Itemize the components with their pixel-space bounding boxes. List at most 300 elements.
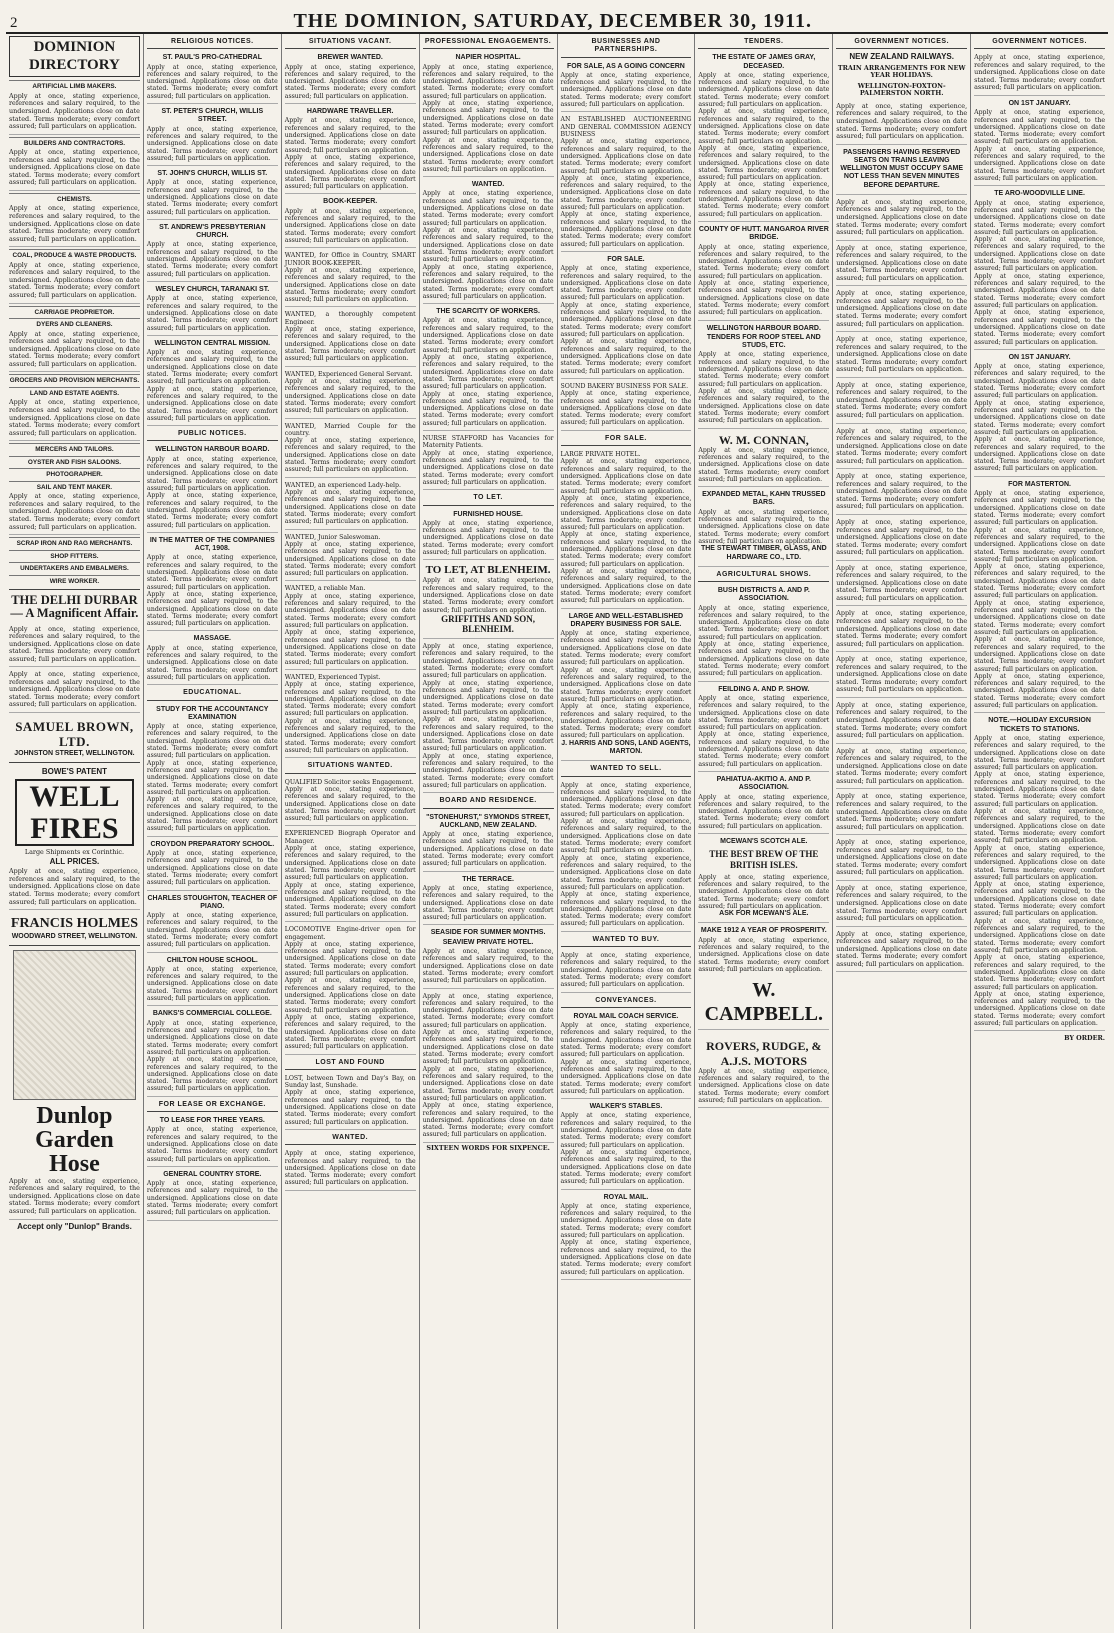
- timetable-text: Apply at once, stating experience, references and salary required, to the undersigned. Applications close on date stated. Terms moderate; every comfort assured; full particulars on application.: [836, 746, 967, 790]
- directory-category: MERCERS AND TAILORS.: [9, 443, 140, 454]
- board-residence-heading: BOARD AND RESIDENCE.: [423, 795, 554, 808]
- ad-text: Apply at once, stating experience, references and salary required, to the undersigned. Applications close on date stated. Terms moderate; every comfort assured; full particulars on application.: [560, 1058, 692, 1095]
- ad-text: Apply at once, stating experience, references and salary required, to the undersigned. Applications close on date stated. Terms moderate; every comfort assured; full particulars on application.: [698, 641, 830, 678]
- ad-text: Apply at once, stating experience, references and salary required, to the undersigned. Applications close on date stated. Terms moderate; every comfort assured; full particulars on application.: [284, 1013, 416, 1051]
- timetable-text: Apply at once, stating experience, references and salary required, to the undersigned. Applications close on date stated. Terms moderate; every comfort assured; full particulars on application.: [836, 288, 967, 332]
- notice-text: Apply at once, stating experience, references and salary required, to the undersigned. Applications close on date stated. Terms moderate; every comfort assured; full particulars on application.: [146, 644, 278, 681]
- ad-title: EXPANDED METAL, KAHN TRUSSED BARS.: [702, 491, 826, 507]
- board-ad: [423, 927, 554, 988]
- ad-text: Apply at once, stating experience, references and salary required, to the undersigned. Applications close on date stated. Terms moderate; every comfort assured; full particulars on application.: [284, 117, 416, 154]
- section-text: Apply at once, stating experience, references and salary required, to the undersigned. Applications close on date stated. Terms moderate; every comfort assured; full particulars on application.: [974, 672, 1105, 710]
- ad-text: Apply at once, stating experience, references and salary required, to the undersigned. Applications close on date stated. Terms moderate; every comfort assured; full particulars on application.: [560, 174, 692, 212]
- garden-hose-illustration: [13, 950, 136, 1100]
- ad-text: Apply at once, stating experience, references and salary required, to the undersigned. Applications close on date stated. Terms moderate; every comfort assured; full particulars on application.: [560, 854, 692, 891]
- timetable-text: Apply at once, stating experience, references and salary required, to the undersigned. Applications close on date stated. Terms moderate; every comfort assured; full particulars on application.: [836, 197, 967, 241]
- notice-text: Apply at once, stating experience, references and salary required, to the undersigned. Applications close on date stated. Terms moderate; every comfort assured; full particulars on application.: [146, 723, 278, 760]
- ad-title: THE ESTATE OF JAMES GRAY, DECEASED.: [712, 54, 816, 70]
- railways-title: NEW ZEALAND RAILWAYS.: [849, 52, 954, 62]
- section-text: Apply at once, stating experience, references and salary required, to the undersigned. Applications close on date stated. Terms moderate; every comfort assured; full particulars on application.: [974, 990, 1105, 1028]
- timetable-text: Apply at once, stating experience, references and salary required, to the undersigned. Applications close on date stated. Terms moderate; every comfort assured; full particulars on application.: [836, 517, 967, 561]
- column-religious-public: [144, 34, 282, 1629]
- divider: [9, 589, 140, 590]
- situation-ad: [285, 583, 416, 669]
- train-arrangements-title: TRAIN ARRANGEMENTS FOR NEW YEAR HOLIDAYS.: [837, 63, 966, 80]
- ad-signature: J. HARRIS AND SONS, LAND AGENTS, MARTON.: [561, 739, 691, 755]
- directory-category: PHOTOGRAPHER.: [9, 468, 140, 479]
- church-notice: [147, 106, 278, 166]
- wanted-ad: [285, 924, 416, 1054]
- situation-ad: [285, 421, 416, 478]
- conveyances-heading: CONVEYANCES.: [561, 995, 692, 1008]
- section-text: Apply at once, stating experience, references and salary required, to the undersigned. Applications close on date stated. Terms moderate; every comfort assured; full particulars on application.: [974, 526, 1105, 563]
- ad-text: Apply at once, stating experience, references and salary required, to the undersigned. Applications close on date stated. Terms moderate; every comfort assured; full particulars on application.: [698, 280, 830, 317]
- directory-category: OYSTER AND FISH SALOONS.: [9, 456, 140, 467]
- directory-category: LAND AND ESTATE AGENTS.: [9, 387, 140, 398]
- notice-text: Apply at once, stating experience, references and salary required, to the undersigned. Applications close on date stated. Terms moderate; every comfort assured; full particulars on application.: [146, 912, 278, 949]
- notice-text: Apply at once, stating experience, references and salary required, to the undersigned. Applications close on date stated. Terms moderate; every comfort assured; full particulars on application.: [146, 385, 278, 422]
- ad-title: THE SCARCITY OF WORKERS.: [436, 308, 540, 316]
- business-ad: [561, 254, 692, 379]
- timetable-text: Apply at once, stating experience, references and salary required, to the undersigned. Applications close on date stated. Terms moderate; every comfort assured; full particulars on application.: [836, 883, 967, 927]
- metal-ad: [698, 489, 829, 567]
- directory-title: DOMINION DIRECTORY: [9, 36, 140, 77]
- ad-text: Apply at once, stating experience, references and salary required, to the undersigned. Applications close on date stated. Terms moderate; every comfort assured; full particulars on application.: [698, 508, 830, 545]
- ad-text: Apply at once, stating experience, references and salary required, to the undersigned. Applications close on date stated. Terms moderate; every comfort assured; full particulars on application.: [422, 577, 554, 614]
- ad-text: Apply at once, stating experience, references and salary required, to the undersigned. Applications close on date stated. Terms moderate; every comfort assured; full particulars on application.: [560, 531, 692, 568]
- professional-ad: [423, 433, 554, 490]
- timetable-text: Apply at once, stating experience, references and salary required, to the undersigned. Applications close on date stated. Terms moderate; every comfort assured; full particulars on application.: [836, 608, 967, 652]
- directory-category: SAIL AND TENT MAKER.: [9, 481, 140, 492]
- show-ad: [698, 774, 829, 834]
- edu-notice: [147, 955, 278, 1007]
- connan-name: W. M. CONNAN,: [718, 432, 809, 447]
- situation-ad: [285, 672, 416, 758]
- column-businesses: [558, 34, 696, 1629]
- ad-text: Apply at once, stating experience, references and salary required, to the undersigned. Applications close on date stated. Terms moderate; every comfort assured; full particulars on application.: [284, 540, 416, 578]
- ad-text: Apply at once, stating experience, references and salary required, to the undersigned. Applications close on date stated. Terms moderate; every comfort assured; full particulars on application.: [560, 458, 692, 495]
- lease-notice: [147, 1169, 278, 1221]
- sell-ad: [561, 780, 692, 932]
- divider: [9, 762, 140, 763]
- professional-ad: [423, 179, 554, 304]
- ad-text: Apply at once, stating experience, references and salary required, to the undersigned. Applications close on date stated. Terms moderate; every comfort assured; full particulars on application.: [422, 679, 554, 716]
- wanted-ad: [285, 828, 416, 922]
- ad-text: Apply at once, stating experience, references and salary required, to the undersigned. Applications close on date stated. Terms moderate; every comfort assured; full particulars on application.: [284, 592, 416, 629]
- section-title: NOTE.—HOLIDAY EXCURSION TICKETS TO STATIONS.: [988, 717, 1091, 733]
- ad-text: Apply at once, stating experience, references and salary required, to the undersigned. Applications close on date stated. Terms moderate; every comfort assured; full particulars on application.: [284, 940, 416, 978]
- ad-text: Apply at once, stating experience, references and salary required, to the undersigned. Applications close on date stated. Terms moderate; every comfort assured; full particulars on application.: [698, 873, 830, 910]
- notice-text: Apply at once, stating experience, references and salary required, to the undersigned. Applications close on date stated. Terms moderate; every comfort assured; full particulars on application.: [146, 965, 278, 1003]
- notice-text: Apply at once, stating experience, references and salary required, to the undersigned. Applications close on date stated. Terms moderate; every comfort assured; full particulars on application.: [146, 349, 278, 386]
- church-notice: [147, 222, 278, 282]
- shipments-note: Large Shipments ex Corinthic.: [24, 848, 125, 857]
- directory-category: COAL, PRODUCE & WASTE PRODUCTS.: [9, 249, 140, 260]
- mcewan-ad: [698, 836, 829, 923]
- situations-vacant-heading: SITUATIONS VACANT.: [285, 36, 416, 49]
- professional-heading: PROFESSIONAL ENGAGEMENTS.: [423, 36, 554, 49]
- tender-ad: [698, 224, 829, 321]
- section-text: Apply at once, stating experience, references and salary required, to the undersigned. Applications close on date stated. Terms moderate; every comfort assured; full particulars on application.: [974, 309, 1105, 346]
- section-text: Apply at once, stating experience, references and salary required, to the undersigned. Applications close on date stated. Terms moderate; every comfort assured; full particulars on application.: [974, 109, 1105, 146]
- situations-wanted-heading: SITUATIONS WANTED.: [285, 760, 416, 773]
- ad-text: Apply at once, stating experience, references and salary required, to the undersigned. Applications close on date stated. Terms moderate; every comfort assured; full particulars on application.: [560, 1112, 692, 1149]
- by-order-signature: BY ORDER.: [1064, 1034, 1105, 1043]
- business-ad: [561, 114, 692, 252]
- timetable-text: Apply at once, stating experience, references and salary required, to the undersigned. Applications close on date stated. Terms moderate; every comfort assured; full particulars on application.: [836, 426, 967, 470]
- ad-title: PAHIATUA-AKITIO A. AND P. ASSOCIATION.: [716, 776, 811, 792]
- section-text: Apply at once, stating experience, references and salary required, to the undersigned. Applications close on date stated. Terms moderate; every comfort assured; full particulars on application.: [974, 771, 1105, 808]
- ad-text: Apply at once, stating experience, references and salary required, to the undersigned. Applications close on date stated. Terms moderate; every comfort assured; full particulars on application.: [284, 845, 416, 882]
- section-title: ON 1ST JANUARY.: [1008, 353, 1071, 361]
- ad-title: "STONEHURST," SYMONDS STREET, AUCKLAND, NEW ZEALAND.: [426, 813, 551, 829]
- church-name: WELLINGTON CENTRAL MISSION.: [154, 339, 271, 347]
- to-let-heading: TO LET.: [423, 492, 554, 505]
- sale-ad: [561, 449, 692, 609]
- ad-text: Apply at once, stating experience, references and salary required, to the undersigned. Applications close on date stated. Terms moderate; every comfort assured; full particulars on application.: [422, 353, 554, 391]
- ad-text: Apply at once, stating experience, references and salary required, to the undersigned. Applications close on date stated. Terms moderate; every comfort assured; full particulars on application.: [422, 1029, 554, 1066]
- ad-text: Apply at once, stating experience, references and salary required, to the undersigned. Applications close on date stated. Terms moderate; every comfort assured; full particulars on application.: [422, 643, 554, 680]
- ad-text: Apply at once, stating experience, references and salary required, to the undersigned. Applications close on date stated. Terms moderate; every comfort assured; full particulars on application.: [284, 326, 416, 363]
- ad-lead: WANTED, a thoroughly competent Engineer.: [284, 311, 416, 326]
- professional-ad: [423, 52, 554, 177]
- notice-text: Apply at once, stating experience, references and salary required, to the undersigned. Applications close on date stated. Terms moderate; every comfort assured; full particulars on application.: [146, 554, 278, 591]
- ad-title: ROYAL MAIL.: [603, 1193, 649, 1201]
- ad-text: Apply at once, stating experience, references and salary required, to the undersigned. Applications close on date stated. Terms moderate; every comfort assured; full particulars on application.: [560, 891, 692, 928]
- ad-text: Apply at once, stating experience, references and salary required, to the undersigned. Applications close on date stated. Terms moderate; every comfort assured; full particulars on application.: [422, 263, 554, 300]
- ad-text: Apply at once, stating experience, references and salary required, to the undersigned. Applications close on date stated. Terms moderate; every comfort assured; full particulars on application.: [560, 568, 692, 605]
- samuel-brown-address: JOHNSTON STREET, WELLINGTON.: [14, 749, 135, 757]
- notice-text: Apply at once, stating experience, references and salary required, to the undersigned. Applications close on date stated. Terms moderate; every comfort assured; full particulars on application.: [146, 590, 278, 628]
- ad-lead: AN ESTABLISHED AUCTIONEERING AND GENERAL COMMISSION AGENCY BUSINESS: [560, 116, 692, 138]
- ad-text: Apply at once, stating experience, references and salary required, to the undersigned. Applications close on date stated. Terms moderate; every comfort assured; full particulars on application.: [422, 63, 554, 100]
- ad-slogan: THE BEST BREW OF THE BRITISH ISLES.: [709, 849, 819, 870]
- ad-lead: WANTED, Junior Saleswoman.: [284, 533, 381, 541]
- dunlop-garden-hose-title: Dunlop Garden Hose: [35, 1102, 114, 1177]
- ad-title: MCEWAN'S SCOTCH ALE.: [720, 838, 808, 846]
- directory-category: GROCERS AND PROVISION MERCHANTS.: [9, 374, 140, 385]
- rovers-title: ROVERS, RUDGE, & A.J.S. MOTORS: [706, 1039, 822, 1068]
- edu-notice: [147, 893, 278, 953]
- ad-text: Apply at once, stating experience, references and salary required, to the undersigned. Applications close on date stated. Terms moderate; every comfort assured; full particulars on application.: [284, 437, 416, 474]
- professional-ad: [423, 306, 554, 431]
- gov-section: [974, 479, 1105, 714]
- ad-lead: LOCOMOTIVE Engine-driver open for engagement.: [284, 926, 416, 941]
- timetable-text: Apply at once, stating experience, references and salary required, to the undersigned. Applications close on date stated. Terms moderate; every comfort assured; full particulars on application.: [836, 563, 967, 607]
- ad-text: Apply at once, stating experience, references and salary required, to the undersigned. Applications close on date stated. Terms moderate; every comfort assured; full particulars on application.: [422, 136, 554, 173]
- timetable-text: Apply at once, stating experience, references and salary required, to the undersigned. Applications close on date stated. Terms moderate; every comfort assured; full particulars on application.: [836, 837, 967, 881]
- notice-text: Apply at once, stating experience, references and salary required, to the undersigned. Applications close on date stated. Terms moderate; every comfort assured; full particulars on application.: [146, 1056, 278, 1093]
- ad-title: FURNISHED HOUSE.: [453, 510, 523, 518]
- public-notices-heading: PUBLIC NOTICES.: [147, 428, 278, 441]
- ad-text: Apply at once, stating experience, references and salary required, to the undersigned. Applications close on date stated. Terms moderate; every comfort assured; full particulars on application.: [284, 881, 416, 918]
- notice-title: MASSAGE.: [193, 635, 231, 643]
- situation-ad: [285, 106, 416, 194]
- church-notice: [147, 168, 278, 220]
- notice-text: Apply at once, stating experience, references and salary required, to the undersigned. Applications close on date stated. Terms moderate; every comfort assured; full particulars on application.: [146, 1019, 278, 1056]
- dunlop-text: Apply at once, stating experience, references and salary required, to the undersigned. Applications close on date stated. Terms moderate; every comfort assured; full particulars on application.: [9, 1176, 140, 1220]
- ad-text: Apply at once, stating experience, references and salary required, to the undersigned. Applications close on date stated. Terms moderate; every comfort assured; full particulars on application.: [698, 604, 830, 641]
- ad-text: Apply at once, stating experience, references and salary required, to the undersigned. Applications close on date stated. Terms moderate; every comfort assured; full particulars on application.: [560, 1149, 692, 1186]
- wanted-ad: [285, 1148, 416, 1191]
- column-tenders: [695, 34, 833, 1629]
- notice-title: TO LEASE FOR THREE YEARS.: [159, 1117, 265, 1124]
- column-government-2: [971, 34, 1108, 1629]
- for-sale-heading: FOR SALE.: [561, 433, 692, 446]
- section-text: Apply at once, stating experience, references and salary required, to the undersigned. Applications close on date stated. Terms moderate; every comfort assured; full particulars on application.: [974, 734, 1105, 772]
- ad-title: BOOK-KEEPER.: [323, 198, 378, 206]
- ad-title: HARDWARE TRAVELLER.: [306, 108, 394, 116]
- ad-text: Apply at once, stating experience, references and salary required, to the undersigned. Applications close on date stated. Terms moderate; every comfort assured; full particulars on application.: [284, 681, 416, 718]
- ad-lead: LARGE PRIVATE HOTEL.: [560, 451, 641, 458]
- wanted-heading: WANTED.: [285, 1132, 416, 1145]
- section-text: Apply at once, stating experience, references and salary required, to the undersigned. Applications close on date stated. Terms moderate; every comfort assured; full particulars on application.: [974, 199, 1105, 236]
- church-name: ST. JOHN'S CHURCH, WILLIS ST.: [157, 170, 268, 178]
- bowes-patent: BOWE'S PATENT: [41, 766, 108, 776]
- notice-title: GENERAL COUNTRY STORE.: [163, 1170, 262, 1178]
- samuel-brown-name: SAMUEL BROWN, LTD.: [15, 718, 134, 750]
- show-ad: [698, 585, 829, 682]
- ad-signature: THE STEWART TIMBER, GLASS, AND HARDWARE CO., LTD.: [700, 545, 827, 561]
- to-let-ad: [423, 641, 554, 793]
- column-government-1: [833, 34, 971, 1629]
- durbar-text: Apply at once, stating experience, references and salary required, to the undersigned. Applications close on date stated. Terms moderate; every comfort assured; full particulars on application.: [9, 669, 140, 713]
- notice-text: Apply at once, stating experience, references and salary required, to the undersigned. Applications close on date stated. Terms moderate; every comfort assured; full particulars on application.: [146, 295, 278, 332]
- educational-heading: EDUCATIONAL.: [147, 687, 278, 700]
- ad-text: Apply at once, stating experience, references and salary required, to the undersigned. Applications close on date stated. Terms moderate; every comfort assured; full particulars on application.: [698, 694, 830, 732]
- newspaper-title: THE DOMINION, SATURDAY, DECEMBER 30, 1911.: [293, 10, 813, 32]
- ad-text: Apply at once, stating experience, references and salary required, to the undersigned. Applications close on date stated. Terms moderate; every comfort assured; full particulars on application.: [698, 731, 830, 768]
- notice-text: Apply at once, stating experience, references and salary required, to the undersigned. Applications close on date stated. Terms moderate; every comfort assured; full particulars on application.: [146, 241, 278, 278]
- ad-text: Apply at once, stating experience, references and salary required, to the undersigned. Applications close on date stated. Terms moderate; every comfort assured; full particulars on application.: [422, 449, 554, 486]
- ad-lead: WANTED, Experienced General Servant.: [284, 370, 413, 378]
- ad-text: Apply at once, stating experience, references and salary required, to the undersigned. Applications close on date stated. Terms moderate; every comfort assured; full particulars on application.: [422, 992, 554, 1029]
- ad-lead: WANTED, for Office in Country, SMART JUNIOR BOOK-KEEPER.: [284, 252, 416, 267]
- ad-text: Apply at once, stating experience, references and salary required, to the undersigned. Applications close on date stated. Terms moderate; every comfort assured; full particulars on application.: [560, 666, 692, 703]
- sale-ad: [561, 611, 692, 762]
- directory-category: ARTIFICIAL LIMB MAKERS.: [9, 80, 140, 91]
- directory-category: UNDERTAKERS AND EMBALMERS.: [9, 562, 140, 573]
- ad-slogan: ASK FOR MCEWAN'S ALE.: [719, 910, 809, 918]
- gov-section: [974, 715, 1105, 1031]
- church-name: WESLEY CHURCH, TARANAKI ST.: [155, 286, 270, 293]
- ad-text: Apply at once, stating experience, references and salary required, to the undersigned. Applications close on date stated. Terms moderate; every comfort assured; full particulars on application.: [698, 71, 830, 108]
- buy-ad: [561, 950, 692, 993]
- ad-title: BUSH DISTRICTS A. AND P. ASSOCIATION.: [717, 587, 810, 603]
- ad-text: Apply at once, stating experience, references and salary required, to the undersigned. Applications close on date stated. Terms moderate; every comfort assured; full particulars on application.: [422, 884, 554, 922]
- ad-text: Apply at once, stating experience, references and salary required, to the undersigned. Applications close on date stated. Terms moderate; every comfort assured; full particulars on application.: [422, 519, 554, 556]
- ad-text: Apply at once, stating experience, references and salary required, to the undersigned. Applications close on date stated. Terms moderate; every comfort assured; full particulars on application.: [284, 377, 416, 415]
- to-let-ad: [423, 562, 554, 639]
- tender-ad: [698, 323, 829, 429]
- timetable-text: Apply at once, stating experience, references and salary required, to the undersigned. Applications close on date stated. Terms moderate; every comfort assured; full particulars on application.: [836, 243, 967, 287]
- ad-title: TENDERS FOR ROOP STEEL AND STUDS, ETC.: [706, 333, 821, 350]
- section-text: Apply at once, stating experience, references and salary required, to the undersigned. Applications close on date stated. Terms moderate; every comfort assured; full particulars on application.: [974, 363, 1105, 400]
- column-professional: [420, 34, 558, 1629]
- conveyance-ad: [561, 1192, 692, 1280]
- section-text: Apply at once, stating experience, references and salary required, to the undersigned. Applications close on date stated. Terms moderate; every comfort assured; full particulars on application.: [974, 236, 1105, 273]
- ad-text: Apply at once, stating experience, references and salary required, to the undersigned. Applications close on date stated. Terms moderate; every comfort assured; full particulars on application.: [422, 716, 554, 753]
- ad-text: Apply at once, stating experience, references and salary required, to the undersigned. Applications close on date stated. Terms moderate; every comfort assured; full particulars on application.: [698, 351, 830, 388]
- ad-title: SEAVIEW PRIVATE HOTEL.: [442, 938, 534, 946]
- to-let-ad: [423, 509, 554, 561]
- edu-notice: [147, 1008, 278, 1096]
- section-text: Apply at once, stating experience, references and salary required, to the undersigned. Applications close on date stated. Terms moderate; every comfort assured; full particulars on application.: [974, 917, 1105, 954]
- timetable-text: Apply at once, stating experience, references and salary required, to the undersigned. Applications close on date stated. Terms moderate; every comfort assured; full particulars on application.: [836, 791, 967, 835]
- ad-text: Apply at once, stating experience, references and salary required, to the undersigned. Applications close on date stated. Terms moderate; every comfort assured; full particulars on application.: [284, 153, 416, 191]
- ad-title: FOR SALE.: [607, 255, 645, 263]
- government-notices-heading: GOVERNMENT NOTICES.: [836, 36, 967, 49]
- ad-title: FEILDING A. AND P. SHOW.: [718, 685, 810, 693]
- ad-text: Apply at once, stating experience, references and salary required, to the undersigned. Applications close on date stated. Terms moderate; every comfort assured; full particulars on application.: [560, 1022, 692, 1059]
- directory-entry: Apply at once, stating experience, references and salary required, to the undersigned. Applications close on date stated. Terms moderate; every comfort assured; full particulars on application.: [9, 203, 140, 247]
- section-text: Apply at once, stating experience, references and salary required, to the undersigned. Applications close on date stated. Terms moderate; every comfort assured; full particulars on application.: [974, 436, 1105, 473]
- ad-text: Apply at once, stating experience, references and salary required, to the undersigned. Applications close on date stated. Terms moderate; every comfort assured; full particulars on application.: [284, 717, 416, 754]
- well-fires-title: WELL FIRES: [15, 779, 134, 846]
- ad-text: Apply at once, stating experience, references and salary required, to the undersigned. Applications close on date stated. Terms moderate; every comfort assured; full particulars on application.: [422, 831, 554, 868]
- motors-ad: [698, 1032, 829, 1108]
- all-prices: ALL PRICES.: [49, 856, 100, 866]
- church-name: ST. PAUL'S PRO-CATHEDRAL: [162, 54, 263, 62]
- ad-lead: WANTED, a reliable Man.: [284, 585, 366, 593]
- timetable-text: Apply at once, stating experience, references and salary required, to the undersigned. Applications close on date stated. Terms moderate; every comfort assured; full particulars on application.: [836, 334, 967, 378]
- directory-entry: Apply at once, stating experience, references and salary required, to the undersigned. Applications close on date stated. Terms moderate; every comfort assured; full particulars on application.: [9, 491, 140, 535]
- timetable-text: Apply at once, stating experience, references and salary required, to the undersigned. Applications close on date stated. Terms moderate; every comfort assured; full particulars on application.: [974, 52, 1105, 96]
- ad-text: Apply at once, stating experience, references and salary required, to the undersigned. Applications close on date stated. Terms moderate; every comfort assured; full particulars on application.: [560, 1239, 692, 1276]
- situation-ad: [285, 532, 416, 582]
- lost-ad: [285, 1073, 416, 1130]
- public-notice: [147, 535, 278, 632]
- sixteen-words-footer: SIXTEEN WORDS FOR SIXPENCE.: [426, 1143, 550, 1152]
- notice-text: Apply at once, stating experience, references and salary required, to the undersigned. Applications close on date stated. Terms moderate; every comfort assured; full particulars on application.: [146, 1126, 278, 1163]
- notice-text: Apply at once, stating experience, references and salary required, to the undersigned. Applications close on date stated. Terms moderate; every comfort assured; full particulars on application.: [146, 796, 278, 833]
- religious-notices-heading: RELIGIOUS NOTICES.: [147, 36, 278, 49]
- ad-text: Apply at once, stating experience, references and salary required, to the undersigned. Applications close on date stated. Terms moderate; every comfort assured; full particulars on application.: [560, 390, 692, 427]
- ad-text: Apply at once, stating experience, references and salary required, to the undersigned. Applications close on date stated. Terms moderate; every comfort assured; full particulars on application.: [284, 489, 416, 526]
- wanted-ad: [285, 777, 416, 827]
- timetable-text: Apply at once, stating experience, references and salary required, to the undersigned. Applications close on date stated. Terms moderate; every comfort assured; full particulars on application.: [836, 380, 967, 424]
- ad-text: Apply at once, stating experience, references and salary required, to the undersigned. Applications close on date stated. Terms moderate; every comfort assured; full particulars on application.: [560, 630, 692, 667]
- column-directory: [6, 34, 144, 1629]
- ad-text: Apply at once, stating experience, references and salary required, to the undersigned. Applications close on date stated. Terms moderate; every comfort assured; full particulars on application.: [422, 227, 554, 264]
- wanted-to-buy-heading: WANTED TO BUY.: [561, 934, 692, 947]
- ad-lead: EXPERIENCED Biograph Operator and Manager.: [284, 830, 416, 845]
- ad-text: Apply at once, stating experience, references and salary required, to the undersigned. Applications close on date stated. Terms moderate; every comfort assured; full particulars on application.: [560, 952, 692, 989]
- ad-text: Apply at once, stating experience, references and salary required, to the undersigned. Applications close on date stated. Terms moderate; every comfort assured; full particulars on application.: [422, 390, 554, 427]
- ad-text: Apply at once, stating experience, references and salary required, to the undersigned. Applications close on date stated. Terms moderate; every comfort assured; full particulars on application.: [560, 781, 692, 818]
- ad-lead: NURSE STAFFORD has Vacancies for Maternity Patients.: [422, 435, 554, 450]
- notice-text: Apply at once, stating experience, references and salary required, to the undersigned. Applications close on date stated. Terms moderate; every comfort assured; full particulars on application.: [146, 125, 278, 162]
- public-notice: [147, 444, 278, 532]
- ad-title: WANTED.: [471, 181, 505, 189]
- directory-entry: Apply at once, stating experience, references and salary required, to the undersigned. Applications close on date stated. Terms moderate; every comfort assured; full particulars on application.: [9, 329, 140, 373]
- church-name: ST. ANDREW'S PRESBYTERIAN CHURCH.: [159, 223, 266, 240]
- route-title: WELLINGTON-FOXTON-PALMERSTON NORTH.: [857, 81, 946, 98]
- durbar-text: Apply at once, stating experience, references and salary required, to the undersigned. Applications close on date stated. Terms moderate; every comfort assured; full particulars on application.: [9, 624, 140, 668]
- notice-title: WELLINGTON HARBOUR BOARD.: [155, 446, 270, 454]
- ad-text: Apply at once, stating experience, references and salary required, to the undersigned. Applications close on date stated. Terms moderate; every comfort assured; full particulars on application.: [698, 793, 830, 830]
- notice-text: Apply at once, stating experience, references and salary required, to the undersigned. Applications close on date stated. Terms moderate; every comfort assured; full particulars on application.: [146, 1180, 278, 1217]
- directory-category: CHEMISTS.: [9, 193, 140, 204]
- ad-text: Apply at once, stating experience, references and salary required, to the undersigned. Applications close on date stated. Terms moderate; every comfort assured; full particulars on application.: [560, 338, 692, 375]
- page-number: 2: [10, 15, 18, 31]
- notice-title: IN THE MATTER OF THE COMPANIES ACT, 1908.: [149, 536, 275, 553]
- ad-title: COUNTY OF HUTT. MANGAROA RIVER BRIDGE.: [698, 226, 829, 242]
- ad-title: ROYAL MAIL COACH SERVICE.: [573, 1012, 679, 1020]
- campbell-ad: [698, 925, 829, 1030]
- board-ad: [423, 991, 554, 1143]
- ad-text: Apply at once, stating experience, references and salary required, to the undersigned. Applications close on date stated. Terms moderate; every comfort assured; full particulars on application.: [698, 387, 830, 425]
- ad-text: Apply at once, stating experience, references and salary required, to the undersigned. Applications close on date stated. Terms moderate; every comfort assured; full particulars on application.: [284, 63, 416, 100]
- ad-text: Apply at once, stating experience, references and salary required, to the undersigned. Applications close on date stated. Terms moderate; every comfort assured; full particulars on application.: [284, 266, 416, 304]
- ad-text: Apply at once, stating experience, references and salary required, to the undersigned. Applications close on date stated. Terms moderate; every comfort assured; full particulars on application.: [422, 1065, 554, 1102]
- gov-section: [974, 352, 1105, 477]
- ad-text: Apply at once, stating experience, references and salary required, to the undersigned. Applications close on date stated. Terms moderate; every comfort assured; full particulars on application.: [560, 818, 692, 855]
- notice-title: BANKS'S COMMERCIAL COLLEGE.: [152, 1010, 272, 1018]
- ad-title: WELLINGTON HARBOUR BOARD.: [706, 324, 821, 332]
- ad-title: WALKER'S STABLES.: [589, 1103, 663, 1111]
- ad-text: Apply at once, stating experience, references and salary required, to the undersigned. Applications close on date stated. Terms moderate; every comfort assured; full particulars on application.: [422, 100, 554, 137]
- lost-found-heading: LOST AND FOUND: [285, 1057, 416, 1070]
- section-text: Apply at once, stating experience, references and salary required, to the undersigned. Applications close on date stated. Terms moderate; every comfort assured; full particulars on application.: [974, 808, 1105, 845]
- section-text: Apply at once, stating experience, references and salary required, to the undersigned. Applications close on date stated. Terms moderate; every comfort assured; full particulars on application.: [974, 490, 1105, 527]
- well-fires-text: Apply at once, stating experience, references and salary required, to the undersigned. Applications close on date stated. Terms moderate; every comfort assured; full particulars on application.: [9, 866, 140, 910]
- section-text: Apply at once, stating experience, references and salary required, to the undersigned. Applications close on date stated. Terms moderate; every comfort assured; full particulars on application.: [974, 145, 1105, 183]
- ad-title: TO LET, AT BLENHEIM.: [425, 564, 551, 577]
- campbell-name: W. CAMPBELL.: [704, 979, 823, 1025]
- ad-title: MAKE 1912 A YEAR OF PROSPERITY.: [700, 927, 827, 935]
- durbar-headline: THE DELHI DURBAR— A Magnificent Affair.: [10, 593, 139, 621]
- directory-entry: Apply at once, stating experience, references and salary required, to the undersigned. Applications close on date stated. Terms moderate; every comfort assured; full particulars on application.: [9, 397, 140, 441]
- ad-text: Apply at once, stating experience, references and salary required, to the undersigned. Applications close on date stated. Terms moderate; every comfort assured; full particulars on application.: [284, 1150, 416, 1187]
- agricultural-shows-heading: AGRICULTURAL SHOWS.: [698, 569, 829, 582]
- ad-lead: LOST, between Town and Day's Bay, on Sunday last, Sunshade.: [284, 1074, 416, 1090]
- ad-text: Apply at once, stating experience, references and salary required, to the undersigned. Applications close on date stated. Terms moderate; every comfort assured; full particulars on application.: [698, 108, 830, 145]
- edu-notice: [147, 839, 278, 891]
- notice-title: CROYDON PREPARATORY SCHOOL.: [150, 840, 275, 848]
- notice-text: Apply at once, stating experience, references and salary required, to the undersigned. Applications close on date stated. Terms moderate; every comfort assured; full particulars on application.: [146, 492, 278, 529]
- business-ad: [561, 381, 692, 431]
- conveyance-ad: [561, 1101, 692, 1189]
- section-text: Apply at once, stating experience, references and salary required, to the undersigned. Applications close on date stated. Terms moderate; every comfort assured; full particulars on application.: [974, 844, 1105, 881]
- gov-section: [974, 188, 1105, 350]
- ad-text: Apply at once, stating experience, references and salary required, to the undersigned. Applications close on date stated. Terms moderate; every comfort assured; full particulars on application.: [560, 703, 692, 740]
- businesses-heading: BUSINESSES AND PARTNERSHIPS.: [561, 36, 692, 58]
- notice-title: PASSENGERS HAVING RESERVED SEATS ON TRAINS LEAVING WELLINGTON MUST OCCUPY SAME NOT LESS THAN SEVEN MINUTES BEFORE DEPARTURE.: [840, 148, 963, 189]
- ad-text: Apply at once, stating experience, references and salary required, to the undersigned. Applications close on date stated. Terms moderate; every comfort assured; full particulars on application.: [422, 190, 554, 227]
- section-title: FOR MASTERTON.: [1008, 480, 1071, 488]
- francis-holmes-name: FRANCIS HOLMES: [10, 916, 139, 932]
- ad-text: Apply at once, stating experience, references and salary required, to the undersigned. Applications close on date stated. Terms moderate; every comfort assured; full particulars on application.: [560, 494, 692, 532]
- section-text: Apply at once, stating experience, references and salary required, to the undersigned. Applications close on date stated. Terms moderate; every comfort assured; full particulars on application.: [974, 272, 1105, 309]
- ad-lead: SOUND BAKERY BUSINESS FOR SALE.: [560, 382, 689, 390]
- ad-text: Apply at once, stating experience, references and salary required, to the undersigned. Applications close on date stated. Terms moderate; every comfort assured; full particulars on application.: [560, 265, 692, 302]
- notice-title: CHILTON HOUSE SCHOOL.: [166, 956, 258, 964]
- notice-text: Apply at once, stating experience, references and salary required, to the undersigned. Applications close on date stated. Terms moderate; every comfort assured; full particulars on application.: [146, 179, 278, 216]
- ad-lead: WANTED, Married Couple for the country.: [284, 422, 416, 437]
- columns: [6, 34, 1108, 1629]
- ad-text: Apply at once, stating experience, references and salary required, to the undersigned. Applications close on date stated. Terms moderate; every comfort assured; full particulars on application.: [698, 181, 830, 218]
- wanted-to-sell-heading: WANTED TO SELL.: [561, 763, 692, 776]
- section-title: ON 1ST JANUARY.: [1008, 99, 1071, 107]
- section-text: Apply at once, stating experience, references and salary required, to the undersigned. Applications close on date stated. Terms moderate; every comfort assured; full particulars on application.: [974, 954, 1105, 991]
- timetable-text: Apply at once, stating experience, references and salary required, to the undersigned. Applications close on date stated. Terms moderate; every comfort assured; full particulars on application.: [836, 101, 967, 145]
- directory-entry: Apply at once, stating experience, references and salary required, to the undersigned. Applications close on date stated. Terms moderate; every comfort assured; full particulars on application.: [9, 260, 140, 304]
- edu-notice: [147, 704, 278, 837]
- board-ad: [423, 812, 554, 872]
- situation-ad: [285, 196, 416, 248]
- passengers-notice: [836, 147, 967, 195]
- ad-title: SEASIDE FOR SUMMER MONTHS.: [430, 929, 546, 937]
